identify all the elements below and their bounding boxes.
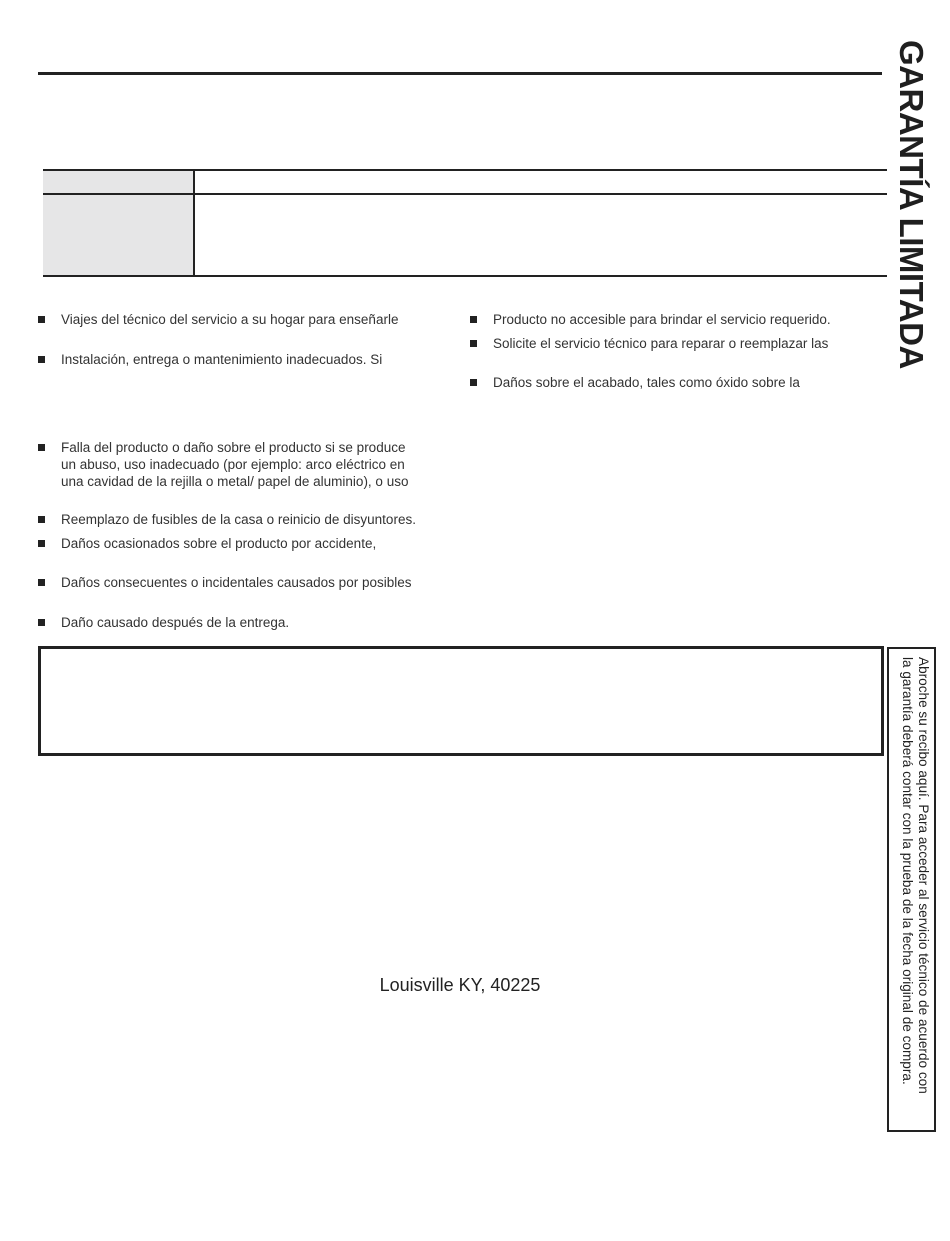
section-title: GARANTÍA LIMITADA — [893, 40, 930, 369]
list-item-text: Instalación, entrega o mantenimiento inadecuados. Si — [61, 352, 383, 367]
bullet-square-icon — [38, 356, 45, 363]
mailing-address: Louisville KY, 40225 — [379, 975, 541, 995]
list-item-text: Viajes del técnico del servicio a su hogar para enseñarle — [61, 312, 399, 327]
notice-box — [38, 646, 884, 756]
list-item — [38, 614, 461, 631]
receipt-staple-box — [887, 647, 936, 1132]
bullet-square-icon — [38, 316, 45, 323]
list-item-text: una cavidad de la rejilla o metal/ papel de aluminio), o uso — [61, 474, 409, 489]
list-item-text: Producto no accesible para brindar el servicio requerido. — [493, 312, 831, 327]
exclusions-left-column — [38, 0, 458, 640]
exclusions-right-column — [470, 0, 870, 400]
bullet-square-icon — [38, 619, 45, 626]
list-item — [38, 511, 461, 528]
list-item-text: Daños sobre el acabado, tales como óxido sobre la — [493, 375, 800, 390]
receipt-line-2: la garantía deberá contar con la prueba de la fecha original de compra. — [900, 657, 915, 1085]
list-item — [470, 374, 873, 391]
receipt-instructions — [893, 657, 931, 1123]
bullet-square-icon — [470, 379, 477, 386]
list-item — [38, 535, 461, 552]
bullet-square-icon — [38, 579, 45, 586]
list-item-text: Daño causado después de la entrega. — [61, 615, 290, 630]
bullet-square-icon — [38, 444, 45, 451]
list-item-text: Reemplazo de fusibles de la casa o reinicio de disyuntores. — [61, 512, 416, 527]
list-item — [38, 439, 461, 490]
list-item-text: Solicite el servicio técnico para reparar o reemplazar las — [493, 336, 829, 351]
list-item — [38, 574, 461, 591]
bullet-square-icon — [38, 516, 45, 523]
bullet-square-icon — [470, 316, 477, 323]
list-item — [470, 311, 873, 328]
list-item — [38, 351, 461, 368]
receipt-line-1: Abroche su recibo aquí. Para acceder al servicio técnico de acuerdo con — [916, 657, 931, 1094]
list-item-text: un abuso, uso inadecuado (por ejemplo: arco eléctrico en — [61, 457, 405, 472]
list-item-text: Daños consecuentes o incidentales causados por posibles — [61, 575, 412, 590]
list-item — [470, 335, 873, 352]
bullet-square-icon — [470, 340, 477, 347]
list-item-text: Daños ocasionados sobre el producto por accidente, — [61, 536, 377, 551]
list-item-text: Falla del producto o daño sobre el producto si se produce — [61, 440, 406, 455]
list-item — [38, 311, 461, 328]
bullet-square-icon — [38, 540, 45, 547]
